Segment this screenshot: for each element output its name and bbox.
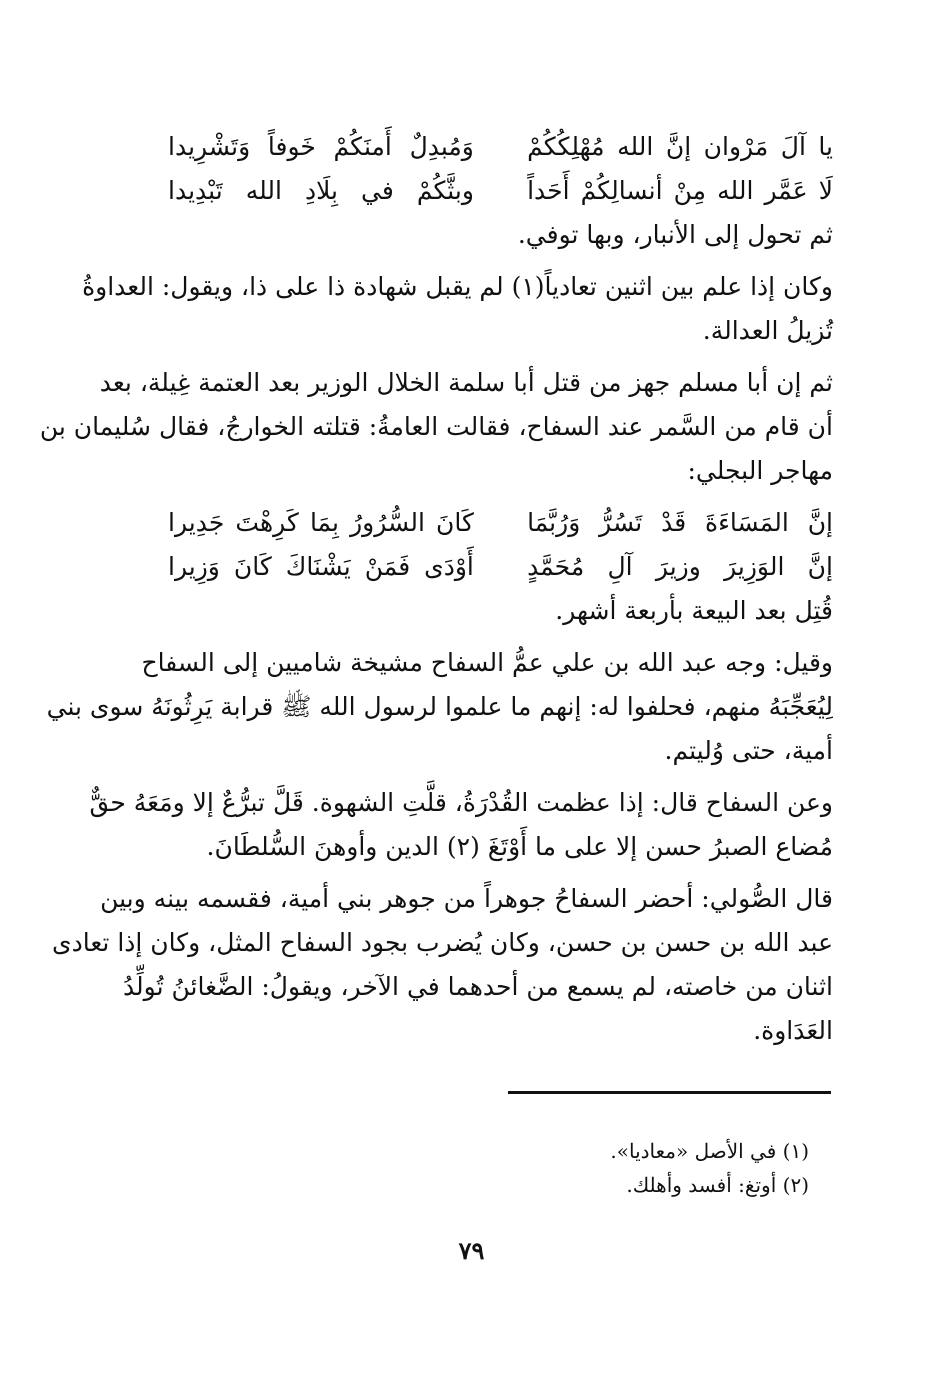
poem-verse <box>168 501 833 545</box>
footnote: (١) في الأصل «معاديا». <box>610 1139 809 1163</box>
poem-verse <box>168 169 833 213</box>
paragraph-line: مُضاع الصبرُ حسن إلا على ما أَوْتَغَ (٢) الدين وأوهنَ السُّلطَانَ. <box>206 832 833 861</box>
verse-first-hemistich: يا آلَ مَرْوان إنَّ الله مُهْلِكُكُمْ <box>527 132 833 161</box>
verse-second-hemistich: وَمُبدِلٌ أَمنَكُمْ خَوفاً وَتَشْرِيدا <box>168 132 474 161</box>
verse-second-hemistich: كَانَ السُّرُورُ بِمَا كَرِهْتَ جَدِيرا <box>168 508 474 537</box>
paragraph-line: قال الصُّولي: أحضر السفاحُ جوهراً من جوهر بني أمية، فقسمه بينه وبين <box>100 884 833 913</box>
paragraph-line: وكان إذا علم بين اثنين تعادياً(١) لم يقبل شهادة ذا على ذا، ويقول: العداوةُ <box>82 272 833 301</box>
verse-first-hemistich: لَا عَمَّر الله مِنْ أنسالِكُمْ أَحَداً <box>527 176 833 205</box>
footnote: (٢) أوتغ: أفسد وأهلك. <box>626 1173 809 1197</box>
page-number: ٧٩ <box>458 1236 485 1265</box>
footnotes <box>610 1134 809 1202</box>
footnote-divider <box>508 1091 831 1094</box>
poem-verse <box>168 545 833 589</box>
main-text <box>39 125 833 1053</box>
paragraph-line: ثم تحول إلى الأنبار، وبها توفي. <box>517 220 833 249</box>
paragraph-line: أن قام من السَّمر عند السفاح، فقالت العامةُ: قتلته الخوارجُ، فقال سُليمان بن <box>39 412 833 441</box>
paragraph-line: وقيل: وجه عبد الله بن علي عمُّ السفاح مشيخة شاميين إلى السفاح <box>141 648 833 677</box>
verse-second-hemistich: أَوْدَى فَمَنْ يَشْنَاكَ كَانَ وَزِيرا <box>168 552 474 581</box>
paragraph-line: لِيُعَجِّبَهُ منهم، فحلفوا له: إنهم ما علموا لرسول الله ﷺ قرابة يَرِثُونَهُ سوى بني <box>46 692 833 721</box>
paragraph-line: اثنان من خاصته، لم يسمع من أحدهما في الآخر، ويقولُ: الضَّغائنُ تُولِّدُ <box>122 972 833 1001</box>
paragraph-line: مهاجر البجلي: <box>687 456 833 485</box>
paragraph-line: تُزيلُ العدالة. <box>702 316 833 345</box>
paragraph-line: قُتِل بعد البيعة بأربعة أشهر. <box>555 596 833 625</box>
verse-first-hemistich: إنَّ الوَزِيرَ وزيرَ آلِ مُحَمَّدٍ <box>527 552 833 581</box>
paragraph-line: أمية، حتى وُليتم. <box>664 736 833 765</box>
paragraph-line: وعن السفاح قال: إذا عظمت القُدْرَةُ، قلَّتِ الشهوة. قَلَّ تبرُّعٌ إلا ومَعَهُ حقٌّ <box>89 788 833 817</box>
poem-verse <box>168 125 833 169</box>
paragraph-line: العَدَاوة. <box>753 1016 833 1045</box>
paragraph-line: ثم إن أبا مسلم جهز من قتل أبا سلمة الخلال الوزير بعد العتمة غِيلة، بعد <box>99 368 833 397</box>
paragraph-line: عبد الله بن حسن بن حسن، وكان يُضرب بجود السفاح المثل، وكان إذا تعادى <box>52 928 833 957</box>
verse-first-hemistich: إنَّ المَسَاءَةَ قَدْ تَسُرُّ وَرُبَّمَا <box>527 508 833 537</box>
verse-second-hemistich: وبثَّكُمْ في بِلَادِ الله تَبْدِيدا <box>168 176 474 205</box>
